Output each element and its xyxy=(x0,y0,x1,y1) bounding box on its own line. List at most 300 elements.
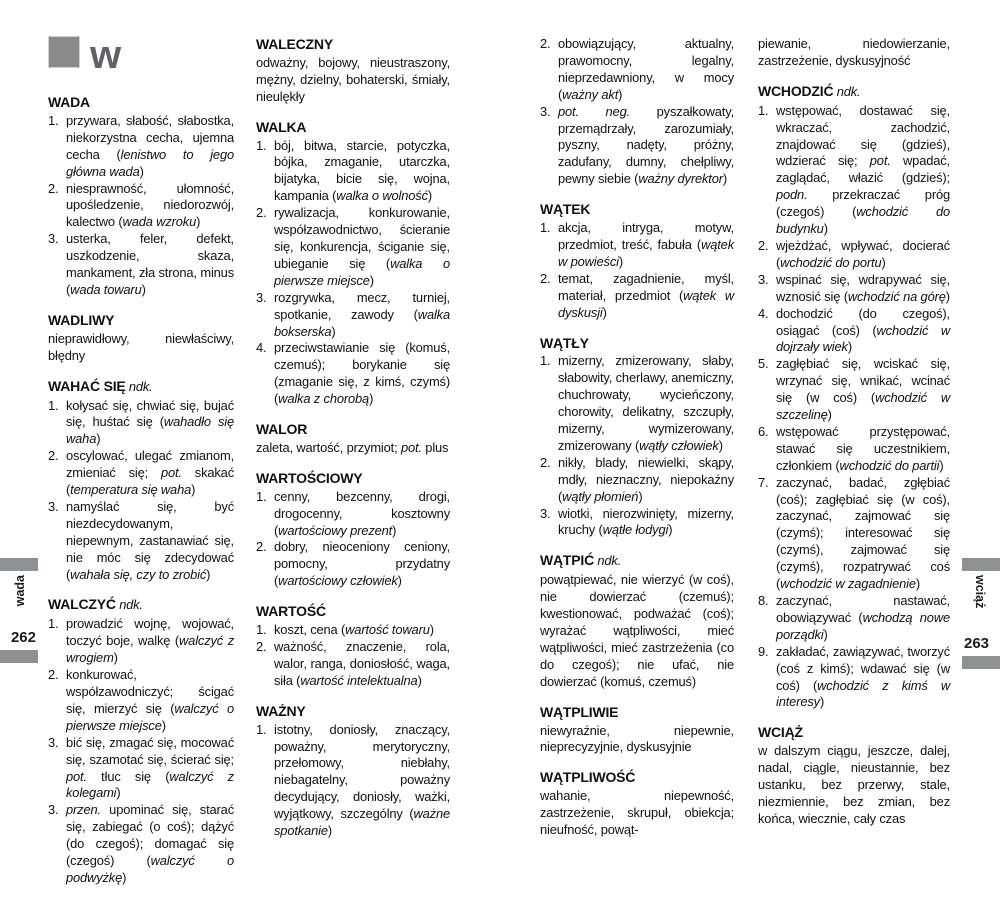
sense-number: 9. xyxy=(758,643,769,659)
dictionary-entry xyxy=(256,119,450,408)
dictionary-entry xyxy=(256,36,450,106)
text: ) xyxy=(939,457,944,473)
sense xyxy=(758,306,950,357)
text: ) xyxy=(161,717,166,733)
entries-container xyxy=(48,94,234,887)
entry-headword xyxy=(256,119,450,136)
sense-text xyxy=(66,398,234,449)
italic-text: pot. xyxy=(66,768,87,784)
sense-text xyxy=(776,644,950,712)
dictionary-entry xyxy=(540,335,734,540)
dictionary-entry xyxy=(48,94,234,299)
sense-text xyxy=(274,340,450,408)
sense-text xyxy=(274,622,450,639)
sense xyxy=(48,448,234,499)
text-column xyxy=(48,33,234,900)
italic-text: wątek w powieści xyxy=(558,236,734,269)
text: ) xyxy=(722,171,728,187)
dictionary-entry xyxy=(48,312,234,365)
headword-text: WALCZYĆ xyxy=(48,596,116,613)
headword-text: WADA xyxy=(48,94,90,110)
text: ) xyxy=(417,672,422,688)
right-margin-bar-bottom xyxy=(962,656,1000,669)
italic-text: wątłe łodygi xyxy=(602,522,669,538)
sense xyxy=(758,272,950,306)
text: istotny, doniosły, znaczący, poważny, merytoryczny, przełomowy, niebłahy, niebagatelny, poważny decydujący, doniosły, ważki, wyjątkowy, szczególny ( xyxy=(274,721,450,822)
sense-text xyxy=(66,231,234,299)
italic-text: walczyć z kolegami xyxy=(66,768,234,801)
sense xyxy=(758,644,950,712)
italic-text: temperatura się waha xyxy=(70,482,192,498)
sense-number: 2. xyxy=(48,448,59,464)
sense-number: 3. xyxy=(48,231,59,247)
sense-text xyxy=(558,104,734,189)
sense-number: 1. xyxy=(48,397,59,413)
sense xyxy=(48,113,234,181)
sense-number: 3. xyxy=(256,289,267,305)
left-margin-bar-bottom xyxy=(0,650,38,663)
headword-text: WARTOŚCIOWY xyxy=(256,469,363,486)
sense-text xyxy=(776,475,950,593)
text: zaczynać, badać, zgłębiać (coś); zagłębiać się (w coś), zaczynać, zajmować się (czymś); interesować się (czymś), zajmować się (czymś), rozpatrywać coś ( xyxy=(776,474,950,592)
italic-text: przen. xyxy=(66,802,101,818)
sense-text xyxy=(776,424,950,475)
text: ) xyxy=(331,323,336,339)
sense-number: 1. xyxy=(540,220,551,236)
text: odważny, bojowy, nieustraszony, mężny, dzielny, bohaterski, śmiały, nieulękły xyxy=(256,54,450,104)
grammar-qualifier: ndk. xyxy=(125,378,153,394)
sense-text xyxy=(66,181,234,232)
sense-text xyxy=(66,499,234,584)
sense-text xyxy=(274,539,450,590)
sense-number: 1. xyxy=(48,616,59,632)
definition-text xyxy=(758,743,950,828)
sense xyxy=(48,181,234,232)
sense-number: 3. xyxy=(48,734,59,750)
text: ) xyxy=(141,281,146,297)
text: ) xyxy=(827,407,832,423)
entry-headword xyxy=(540,769,734,786)
sense-number: 2. xyxy=(540,270,551,286)
dictionary-entry xyxy=(256,470,450,590)
headword-text: WĄTEK xyxy=(540,201,591,218)
left-guide-word: wada xyxy=(13,575,27,607)
text: namyślać się, być niezdecydowanym, niepewnym, zastanawiać się, nie móc się zdecydować ( xyxy=(66,498,234,582)
italic-text: wchodzić z kimś w interesy xyxy=(776,677,951,710)
text: ) xyxy=(116,785,121,801)
text: wpadać, zaglądać, włazić (gdzieś); xyxy=(776,153,950,186)
italic-text: wahała się, czy to zrobić xyxy=(70,566,207,582)
italic-text: ważny dyrektor xyxy=(638,171,723,187)
sense-text xyxy=(66,802,234,887)
italic-text: lenistwo to jego główna wada xyxy=(66,146,234,179)
sense xyxy=(758,475,950,593)
sense-text xyxy=(274,639,450,690)
italic-text: wątek w dyskusji xyxy=(558,287,734,320)
text: ) xyxy=(427,188,433,204)
sense xyxy=(256,205,450,290)
headword-text: WALOR xyxy=(256,421,308,438)
text: ) xyxy=(392,522,397,538)
italic-text: wątły człowiek xyxy=(639,437,719,453)
sense-number: 5. xyxy=(758,356,769,372)
text: powątpiewać, nie wierzyć (w coś), nie dowierzać (czemuś); kwestionować, podważać (coś); wyrażać wątpliwości, mieć wątpliwości, mieć zastrzeżenia (co do czegoś); nie ufać, nie dowierzać (komuś, czemuś) xyxy=(540,572,734,689)
sense-text xyxy=(558,220,734,271)
sense-number: 2. xyxy=(256,205,267,221)
headword-text: WADLIWY xyxy=(48,311,115,328)
sense-text xyxy=(558,455,734,506)
text: ) xyxy=(191,482,196,498)
section-letter: w xyxy=(90,33,121,77)
text: prowadzić wojnę, wojować, toczyć boje, walkę ( xyxy=(66,616,234,649)
text: ) xyxy=(122,869,127,885)
entry-headword xyxy=(540,552,734,570)
sense-number: 1. xyxy=(758,102,769,118)
headword-text: WĄTPIĆ xyxy=(540,552,595,569)
entry-headword xyxy=(540,704,734,721)
sense-text xyxy=(66,113,234,181)
text: kołysać się, chwiać się, bujać się, huśtać się ( xyxy=(66,397,234,430)
sense xyxy=(256,722,450,840)
sense xyxy=(256,539,450,590)
sense-number: 1. xyxy=(256,488,267,504)
text: usterka, feler, defekt, uszkodzenie, skaza, mankament, zła strona, minus ( xyxy=(66,231,234,297)
text: ) xyxy=(847,339,852,355)
text: ) xyxy=(602,304,607,320)
dictionary-entry xyxy=(256,421,450,457)
text: ) xyxy=(206,566,211,582)
definition-text xyxy=(540,572,734,690)
text: ) xyxy=(96,431,101,447)
dictionary-entry xyxy=(758,83,950,712)
entry-headword xyxy=(48,312,234,329)
sense xyxy=(540,353,734,454)
text: nikły, blady, niewielki, skąpy, mdły, nieznaczny, niepokaźny ( xyxy=(558,454,734,504)
sense xyxy=(256,138,450,206)
dictionary-entry xyxy=(48,596,234,886)
text: wspinać się, wdrapywać się, wznosić się ( xyxy=(776,271,950,304)
italic-text: wchodzić w dojrzały wiek xyxy=(776,322,950,355)
definition-text xyxy=(758,36,950,70)
definition-text xyxy=(540,788,734,839)
sense xyxy=(758,238,950,272)
italic-text: walka o wolność xyxy=(336,188,428,204)
italic-text: wartość towaru xyxy=(345,622,430,638)
sense xyxy=(48,735,234,803)
text: ważność, znaczenie, rola, walor, ranga, doniosłość, waga, siła ( xyxy=(274,639,450,688)
left-margin-bar-top xyxy=(0,558,38,571)
sense-text xyxy=(776,272,950,306)
text: wstępować, dostawać się, wkraczać, zachodzić, znajdować się (gdzieś), wdzierać się; xyxy=(776,102,950,169)
dictionary-entry xyxy=(758,724,950,827)
text: koszt, cena ( xyxy=(274,622,346,638)
text: rozgrywka, mecz, turniej, spotkanie, zawody ( xyxy=(274,289,450,322)
entry-headword xyxy=(48,94,234,111)
dictionary-entry xyxy=(256,703,450,840)
definition-text xyxy=(48,331,234,365)
entry-headword xyxy=(540,201,734,218)
italic-text: wartość intelektualna xyxy=(300,672,418,688)
text: ) xyxy=(397,573,402,589)
text: dochodzić (do czegoś), osiągać (coś) ( xyxy=(776,305,950,338)
text: zakładać, zawiązywać, tworzyć (coś z kimś); wdawać się (w coś) ( xyxy=(776,643,950,693)
italic-text: ważne spotkanie xyxy=(274,806,450,839)
italic-text: walczyć o podwyżkę xyxy=(66,853,234,885)
text: bić się, zmagać się, mocować się, szamotać się, ścierać się; xyxy=(66,734,234,767)
sense xyxy=(758,356,950,424)
italic-text: pot. xyxy=(400,439,422,455)
headword-text: WARTOŚĆ xyxy=(256,603,326,620)
text: ) xyxy=(139,163,144,179)
headword-text: WALECZNY xyxy=(256,36,333,52)
text: ) xyxy=(618,86,623,102)
right-margin-bar-top xyxy=(962,558,1000,571)
text: upominać się, starać się, zabiegać (o coś); dążyć (do czegoś); domagać się (czegoś) ( xyxy=(66,802,234,869)
sense-number: 4. xyxy=(256,340,267,356)
sense-number: 3. xyxy=(540,505,551,521)
text: cenny, bezcenny, drogi, drogocenny, kosztowny ( xyxy=(274,488,450,538)
sense-text xyxy=(66,616,234,667)
sense-text xyxy=(274,138,450,206)
sense xyxy=(48,499,234,584)
sense xyxy=(540,220,734,271)
sense-number: 7. xyxy=(758,474,769,490)
grammar-qualifier: ndk. xyxy=(833,83,861,99)
sense xyxy=(256,290,450,341)
sense-text xyxy=(558,506,734,540)
dictionary-entry xyxy=(540,769,734,839)
sense xyxy=(48,667,234,735)
headword-text: WĄTPLIWOŚĆ xyxy=(540,769,636,786)
text: oscylować, ulegać zmianom, zmieniać się; xyxy=(66,448,234,481)
headword-text: WCHODZIĆ xyxy=(758,82,834,99)
text: zaczynać, nastawać, obowiązywać ( xyxy=(776,593,950,625)
text: ) xyxy=(823,626,828,642)
text: wiotki, nierozwinięty, mizerny, kruchy ( xyxy=(558,505,734,538)
sense xyxy=(540,455,734,506)
sense xyxy=(758,103,950,238)
entry-headword xyxy=(48,596,234,614)
sense-number: 1. xyxy=(256,137,267,153)
text: ) xyxy=(945,288,950,304)
text: ) xyxy=(113,650,118,666)
sense xyxy=(758,424,950,475)
entry-headword xyxy=(256,603,450,620)
italic-text: wartościowy człowiek xyxy=(278,573,398,589)
text: ) xyxy=(718,437,723,453)
section-letter-header xyxy=(48,33,234,94)
italic-text: wada towaru xyxy=(70,281,142,297)
text: ) xyxy=(881,254,886,270)
entry-continuation xyxy=(758,36,950,70)
sense-text xyxy=(558,36,734,104)
definition-text xyxy=(540,723,734,757)
text: akcja, intryga, motyw, przedmiot, treść, fabuła ( xyxy=(558,220,734,252)
sense-text xyxy=(274,489,450,540)
text: zagłębiać się, wciskać się, wrzynać się, wnikać, wcinać się (w coś) ( xyxy=(776,356,950,406)
sense-number: 1. xyxy=(540,353,551,369)
italic-text: wada wzroku xyxy=(122,214,197,230)
italic-text: wątły płomień xyxy=(562,488,639,504)
sense xyxy=(540,271,734,322)
entry-headword xyxy=(256,421,450,438)
italic-text: wchodzić na górę xyxy=(847,288,946,304)
text: rywalizacja, konkurowanie, współzawodnictwo, ścieranie się, konkurencja, ściganie się, ubieganie się ( xyxy=(274,205,450,271)
italic-text: podn. xyxy=(776,187,808,203)
text: ) xyxy=(369,272,374,288)
text: ) xyxy=(668,522,673,538)
headword-text: WAŻNY xyxy=(256,702,306,719)
entries-container xyxy=(256,36,450,840)
sense-text xyxy=(66,667,234,735)
sense-text xyxy=(558,271,734,322)
sense-text xyxy=(776,238,950,272)
sense-number: 6. xyxy=(758,423,769,439)
sense-text xyxy=(776,593,950,644)
sense-number: 2. xyxy=(256,539,267,555)
text: ) xyxy=(196,214,201,230)
definition-text xyxy=(256,55,450,106)
italic-text: walka o pierwsze miejsce xyxy=(274,255,450,288)
sense xyxy=(758,593,950,644)
italic-text: wchodzić w zagadnienie xyxy=(780,576,916,592)
sense-number: 2. xyxy=(758,237,769,253)
definition-text xyxy=(256,440,450,457)
grammar-qualifier: ndk. xyxy=(115,597,143,613)
text: tłuc się ( xyxy=(86,768,170,784)
entry-headword xyxy=(256,470,450,487)
sense xyxy=(540,506,734,540)
sense-number: 2. xyxy=(540,36,551,51)
sense-text xyxy=(274,722,450,840)
sense xyxy=(48,231,234,299)
text: ) xyxy=(638,488,643,504)
sense xyxy=(256,340,450,408)
italic-text: walczyć o pierwsze miejsce xyxy=(66,700,234,733)
sense xyxy=(540,36,734,104)
entry-continuation xyxy=(540,36,734,188)
text: piewanie, niedowierzanie, zastrzeżenie, dyskusyjność xyxy=(758,36,950,68)
text: ) xyxy=(327,823,332,839)
text: wjeżdżać, wpływać, docierać ( xyxy=(776,237,950,270)
entry-headword xyxy=(540,335,734,352)
italic-text: wchodzić do portu xyxy=(780,254,882,270)
text: pyszałkowaty, przemądrzały, zarozumiały, pyszny, nadęty, próżny, zadufany, dumny, chełpliwy, pewny siebie ( xyxy=(558,103,734,187)
headword-text: WĄTŁY xyxy=(540,334,589,351)
sense-text xyxy=(274,205,450,290)
text: mizerny, zmizerowany, słaby, słabowity, cherlawy, anemiczny, chuchrowaty, wycieńczony, chorowity, delikatny, szczupły, mizerny, wymizerowany, zmizerowany ( xyxy=(558,353,734,453)
dictionary-entry xyxy=(256,603,450,690)
text: bój, bitwa, starcie, potyczka, bójka, zmaganie, utarczka, bijatyka, bicie się, wojna, kampania ( xyxy=(274,137,450,204)
sense-number: 4. xyxy=(758,305,769,321)
italic-text: wchodzić w szczelinę xyxy=(776,390,950,423)
entry-headword xyxy=(758,83,950,101)
sense-number: 2. xyxy=(256,639,267,654)
dictionary-entry xyxy=(540,704,734,757)
sense-number: 1. xyxy=(256,622,267,638)
dictionary-entry xyxy=(540,201,734,321)
text: skakać ( xyxy=(66,465,234,498)
italic-text: walczyć z wrogiem xyxy=(66,633,234,666)
text: nieprawidłowy, niewłaściwy, błędny xyxy=(48,330,234,363)
dictionary-entry xyxy=(540,552,734,690)
text-column xyxy=(758,36,950,841)
sense-number: 1. xyxy=(256,721,267,737)
sense-number: 3. xyxy=(48,498,59,514)
sense-number: 2. xyxy=(48,667,59,683)
text: ) xyxy=(618,253,623,269)
sense-text xyxy=(66,448,234,499)
sense-text xyxy=(558,353,734,454)
text: ) xyxy=(915,576,921,592)
entries-container xyxy=(758,36,950,828)
sense-number: 3. xyxy=(48,802,59,818)
italic-text: ważny akt xyxy=(562,86,619,102)
sense-number: 2. xyxy=(48,180,59,196)
section-letter-square xyxy=(48,36,80,68)
text: niewyraźnie, niepewnie, nieprecyzyjnie, dyskusyjnie xyxy=(540,722,734,755)
sense-number: 2. xyxy=(540,454,551,470)
text: w dalszym ciągu, jeszcze, dalej, nadal, ciągle, nieustannie, bez ustanku, bez przerwy, stale, niezmiennie, bez zmian, bez końca, wiecznie, cały czas xyxy=(758,743,950,826)
italic-text: walka z chorobą xyxy=(278,391,370,407)
italic-text: pot. xyxy=(869,153,891,169)
headword-text: WAHAĆ SIĘ xyxy=(48,377,126,394)
sense xyxy=(540,104,734,189)
text: obowiązujący, aktualny, prawomocny, legalny, nieprzedawniony, w mocy ( xyxy=(558,36,734,102)
sense xyxy=(48,616,234,667)
sense-text xyxy=(66,735,234,803)
text: plus xyxy=(421,439,449,455)
sense-number: 1. xyxy=(48,112,59,128)
italic-text: wchodzą nowe porządki xyxy=(776,609,950,642)
text: przekraczać próg (czegoś) ( xyxy=(776,187,950,220)
italic-text: wartościowy prezent xyxy=(278,522,393,538)
sense xyxy=(256,489,450,540)
text: niesprawność, ułomność, upośledzenie, niedorozwój, kalectwo ( xyxy=(66,180,234,230)
headword-text: WALKA xyxy=(256,118,307,135)
text: ) xyxy=(429,622,434,638)
entry-headword xyxy=(48,378,234,396)
text-column xyxy=(256,36,450,853)
text: wahanie, niepewność, zastrzeżenie, skrupuł, obiekcja; nieufność, powąt- xyxy=(540,788,734,838)
italic-text: pot. neg. xyxy=(558,103,631,119)
sense xyxy=(48,398,234,449)
text: konkurować, współzawodniczyć; ścigać się, mierzyć się ( xyxy=(66,667,234,716)
text: ) xyxy=(823,221,828,237)
sense-number: 8. xyxy=(758,593,769,608)
sense-text xyxy=(776,306,950,357)
sense xyxy=(48,802,234,887)
italic-text: wchodzić do budynku xyxy=(776,204,950,237)
sense xyxy=(256,639,450,690)
text: ) xyxy=(369,391,374,407)
italic-text: walka bokserska xyxy=(274,306,450,339)
sense-text xyxy=(776,103,950,238)
text: temat, zagadnienie, myśl, materiał, przedmiot ( xyxy=(558,270,734,303)
grammar-qualifier: ndk. xyxy=(594,553,621,569)
text: wstępować przystępować, stawać się uczestnikiem, członkiem ( xyxy=(776,423,950,473)
sense-text xyxy=(776,356,950,424)
text: zaleta, wartość, przymiot; xyxy=(256,439,401,455)
entry-headword xyxy=(758,724,950,741)
entry-headword xyxy=(256,703,450,720)
text: przeciwstawianie się (komuś, czemuś); borykanie się (zmaganie się, z kimś, czymś) ( xyxy=(274,340,450,407)
sense-number: 3. xyxy=(540,103,551,119)
italic-text: pot. xyxy=(160,465,182,481)
italic-text: wchodzić do partii xyxy=(839,457,940,473)
text: ) xyxy=(819,694,825,710)
italic-text: wahadło się waha xyxy=(66,414,234,447)
